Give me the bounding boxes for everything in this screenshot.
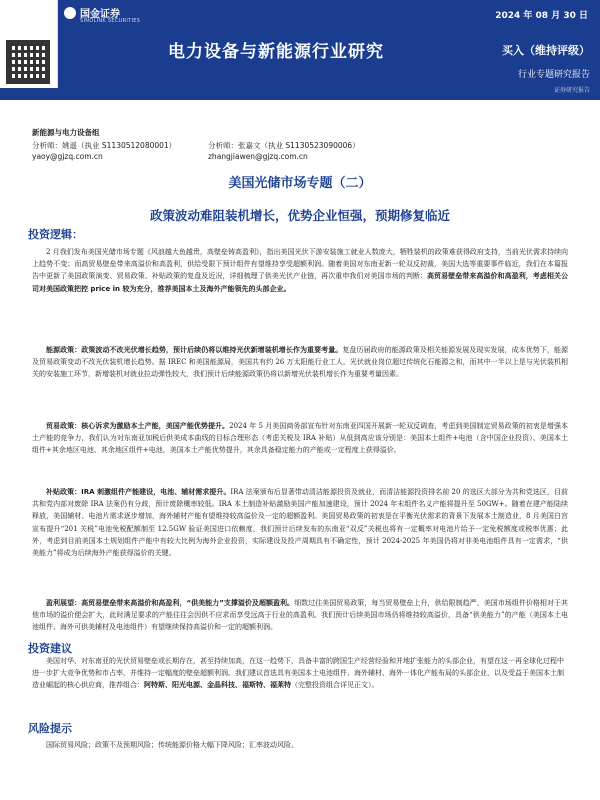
paragraph-subsidy-policy: 补贴政策：IRA 刺激组件产能建设，电池、辅材需求提升。IRA 法案颁布后显著带动清洁能源投资及就业，而清洁能源投资排名前 20 的选区大部分为共和党选区，目前共和党内部对废除 IRA 法案仍有分歧，预计废除概率较低。IRA 本土制造补贴激励美国产能加速建设，预计 2024 年末组件名义产能将提升至 50GW+。随着在建产能陆续释放，美国辅材、电池片需求逐步增加，海外辅材产能有望维持较高溢价及一定的超额盈利。美国贸易政策的初衷是在平衡光伏需求的背景下发展本土制造业，8 月美国白宫宣布提升“201 关税”电池免税配额制至 12.5GW 验证美国进口依赖度，我们预计后续发布的东南亚“双反”关税也将有一定概率对电池片给予一定免税额度或税率优惠；此外，考虑到目前美国本土规划组件产能中有较大比例为海外企业投资，实际建设及投产周期具有不确定性，预计 2024-2025 年美国仍将对非美电池组件具有一定需求，“供美能力”将成为后续海外产能获得溢价的关键。 [32, 488, 568, 558]
section-investment-advice: 投资建议 [28, 642, 72, 655]
paragraph-profit-outlook: 盈利展望：高贸易壁垒带来高溢价和高盈利，“供美能力”支撑溢价及超额盈利。细数过往美国贸易政策，每当贸易壁垒上升，供给限制趋严，美国市场组件价格相对于其他市场的溢价便会扩大，此时满足要求的产能往往会因供不应求而享受远高于行业的高盈利。我们预计后续美国市场仍将维持较高溢价，具备“供美能力”的产能（美国本土电池组件、海外可供美辅材及电池组件）有望继续保持高溢价和一定的超额利润。 [32, 599, 568, 632]
sector-label: 新能源与电力设备组 [32, 128, 100, 137]
report-subtype: 证券研究报告 [553, 87, 590, 94]
report-date: 2024 年 08 月 30 日 [495, 11, 588, 21]
paragraph-risk: 国际贸易风险；政策不及预期风险；传统能源价格大幅下降风险；汇率波动风险。 [46, 741, 298, 749]
section-risk: 风险提示 [28, 722, 72, 735]
analyst-1-email: yaoy@gjzq.com.cn [32, 151, 103, 161]
qr-code-panel [0, 0, 58, 88]
logo-mark-icon [64, 7, 76, 19]
report-title: 电力设备与新能源行业研究 [168, 42, 384, 62]
analyst-1-name: 分析师：姚遥（执业 S1130512080001） [32, 141, 177, 150]
analyst-2-name: 分析师：张嘉文（执业 S1130523090006） [208, 141, 360, 150]
analyst-1 [32, 141, 176, 162]
report-type: 行业专题研究报告 [517, 70, 590, 80]
analyst-2-email: zhangjiawen@gjzq.com.cn [208, 151, 308, 161]
paragraph-trade-policy: 贸易政策：核心诉求为激励本土产能，美国产能优势提升。2024 年 5 月美国商务部宣布针对东南亚四国开展新一轮双反调查，考虑到美国制定贸易政策的初衷是增强本土产能的竞争力，我们认为对东南亚加税后供美成本曲线的目标合理形态（考虑关税及 IRA 补贴）从低到高应该分别是：美国本土组件+电池（含中国企业投资）、美国本土组件+其余地区电池、其余地区组件+电池，美国本土产能优势提升，其余具备稳定能力的产能或一定程度上获得溢价。 [32, 422, 568, 455]
qr-code-icon [6, 40, 50, 84]
section-investment-logic: 投资逻辑： [28, 228, 83, 241]
company-name: 国金证券 [80, 9, 120, 20]
report-header [0, 0, 600, 100]
company-name-en: SINOLINK SECURITIES [80, 18, 141, 24]
paragraph-energy-policy: 能源政策：政策波动不改光伏增长趋势，预计后续仍将以维持光伏新增装机增长作为重要考量。复盘历届政府的能源政策及相关能源发展及现实发展，成本优势下，能源及贸易政策变动不改光伏装机增长趋势。据 IREC 和美国能源局，美国共有约 26 万太阳能行业工人，光伏就业岗位超过传统化石能源之和，而其中一半以上是与光伏装机相关的安装施工环节，新增装机对就业拉动弹性较大，我们预计后续能源政策仍将以新增光伏装机增长作为重要考量因素。 [32, 346, 569, 379]
headline: 政策波动难阻装机增长，优势企业恒强，预期修复临近 [149, 208, 450, 223]
rating: 买入（维持评级） [502, 44, 590, 57]
paragraph-investment-advice: 美国对华、对东南亚的光伏贸易壁垒或长期存在，甚至持续加高，在这一趋势下，具备丰富的跨国生产经营经验和并地扩张能力的头部企业，有望在这一再全球化过程中进一步扩大竞争优势和市占率，并维持一定幅度的壁垒超额利润。我们建议首选具有美国本土电池组件、海外辅材、海外一体化产能布局的头部企业，以及受益于美国本土制造业崛起的核心供应商，推荐组合：阿特斯、阳光电源、金晶科技、福斯特、福莱特（完整投资组合详见正文）。 [32, 657, 564, 690]
company-logo [64, 5, 141, 29]
analyst-2 [208, 141, 360, 162]
series-title: 美国光储市场专题（二） [228, 176, 372, 191]
paragraph-intro: 2 月我们发布美国光储市场专题《风浪越大鱼越贵，高壁垒铸高盈利》，指出美国光伏下游安装施工就业人数庞大，牺牲装机的政策难获得政府支持，当前光伏需求持续向上趋势不变；而高贸易壁垒带来高溢价和高盈利，供给受限下预计组件有望维持享受超额利润。随着美国对东南亚新一轮双反初裁、美国大选等重要事件临近，我们在本篇报告中更新了美国政策演变、贸易政策、补贴政策的复盘及近况，详细梳理了供美光伏产业链，再次重申我们对美国市场的判断：高贸易壁垒带来高溢价和高盈利，考虑相关公司对美国政策把控 price in 较为充分，推荐美国本土及海外产能领先的头部企业。 [32, 248, 569, 293]
